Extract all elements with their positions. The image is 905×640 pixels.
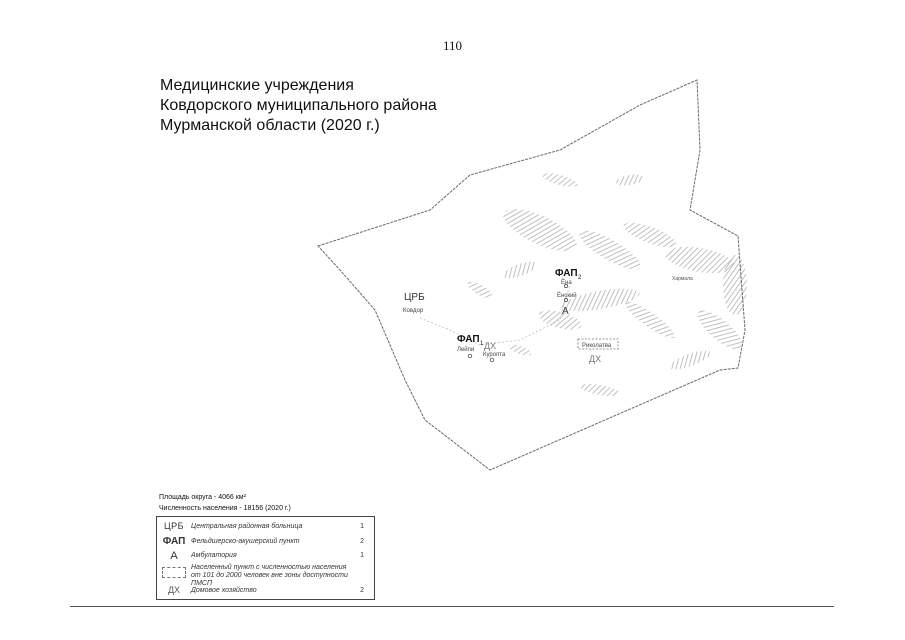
dh-rikolatva-symbol: ДХ <box>589 354 602 364</box>
legend-desc: Домовое хозяйство <box>191 587 257 594</box>
legend-count: 2 <box>360 538 364 545</box>
legend-symbol-crb: ЦРБ <box>163 521 185 531</box>
map-title-line-2: Ковдорского муниципального района <box>160 97 437 114</box>
yonsky-name: Ёнский <box>557 293 577 299</box>
legend-desc: Населенный пункт с численностью населения от 101 до 2000 человек вне зоны доступности ПМСП <box>191 564 348 587</box>
legend-row <box>157 521 374 535</box>
settlement-marker-kuropta <box>490 358 494 362</box>
dh-kuropta-name: Куропта <box>483 352 506 358</box>
north-place-name: Хармала <box>672 276 693 282</box>
fap-yona-symbol: ФАП <box>555 268 578 279</box>
district-population: Численность населения - 18156 (2020 г.) <box>159 505 291 512</box>
dh-kuropta-symbol: ДХ <box>484 341 497 351</box>
fap-leyli-sub: 1 <box>480 341 484 347</box>
map-title-line-3: Мурманской области (2020 г.) <box>160 117 380 134</box>
district-area: Площадь округа - 4066 км² <box>159 494 246 501</box>
legend-row <box>157 550 374 564</box>
rikolatva-name: Риколатва <box>582 343 612 349</box>
legend-symbol-settlement-box <box>161 564 187 578</box>
district-boundary <box>318 80 745 470</box>
legend-symbol-fap: ФАП <box>162 536 186 547</box>
terrain-texture <box>465 171 748 399</box>
fap-leyli-symbol: ФАП <box>457 334 480 345</box>
crb-symbol: ЦРБ <box>404 292 425 303</box>
map-legend <box>156 516 375 600</box>
crb-settlement-name: Ковдор <box>403 308 424 314</box>
legend-count: 2 <box>360 587 364 594</box>
fap-yona-sub: 2 <box>578 275 582 281</box>
legend-symbol-ambulatory: А <box>170 550 178 562</box>
page-number: 110 <box>442 38 463 53</box>
legend-desc: Амбулатория <box>191 552 237 559</box>
legend-symbol-household: ДХ <box>167 585 181 595</box>
legend-desc: Фельдшерско-акушерский пункт <box>191 538 300 545</box>
district-stats <box>159 492 291 514</box>
legend-count: 1 <box>360 523 364 530</box>
ambulatory-symbol: А <box>562 306 569 317</box>
legend-row <box>157 536 374 550</box>
map-title-line-1: Медицинские учреждения <box>160 77 354 94</box>
fap-yona-name: Ёна <box>561 280 572 286</box>
settlement-marker-leyli <box>468 354 472 358</box>
legend-row <box>157 564 374 587</box>
legend-count: 1 <box>360 552 364 559</box>
fap-leyli-name: Лейпи <box>457 347 475 353</box>
footer-divider <box>70 606 834 607</box>
legend-desc: Центральная районная больница <box>191 523 303 530</box>
legend-row <box>157 585 374 599</box>
